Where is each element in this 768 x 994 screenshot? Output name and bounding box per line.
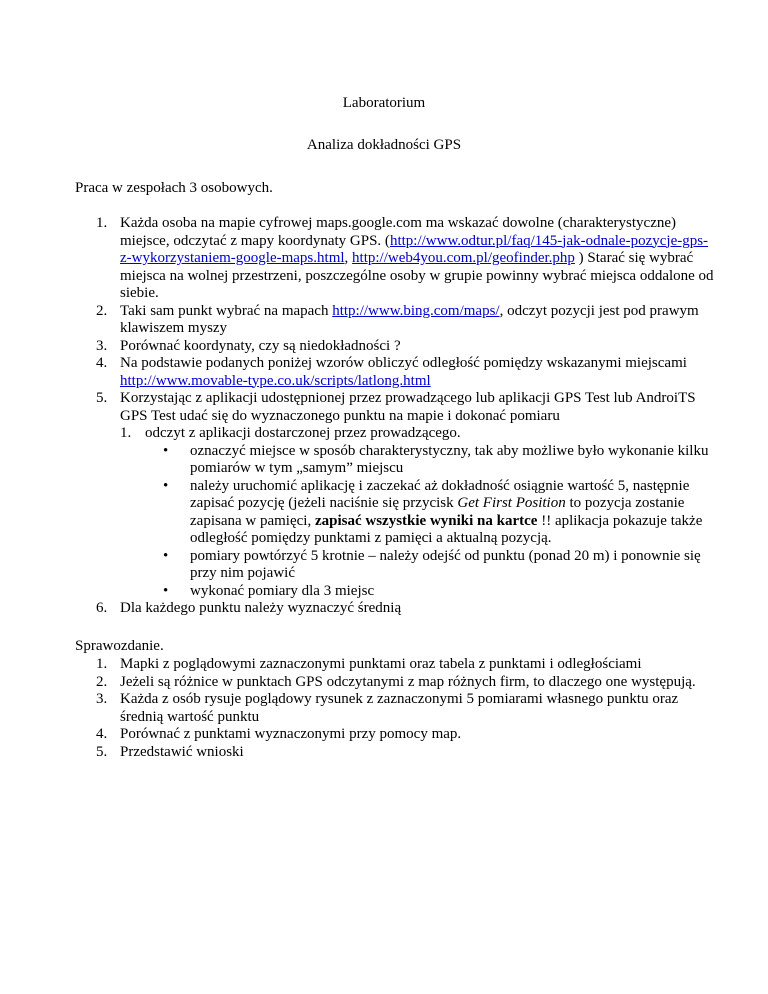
- task-text: Korzystając z aplikacji udostępnionej przez prowadzącego lub aplikacji GPS Test lub AndroiTS GPS Test udać się do wyznaczonego punktu na mapie i dokonać pomiaru: [120, 390, 696, 424]
- report-text: Mapki z poglądowymi zaznaczonymi punktami oraz tabela z punktami i odległościami: [120, 656, 642, 672]
- task-text: Na podstawie podanych poniżej wzorów obliczyć odległość pomiędzy wskazanymi miejscami: [120, 355, 687, 371]
- link-separator: ,: [344, 250, 353, 266]
- task-item-6: [75, 600, 715, 618]
- report-number: 3.: [96, 691, 108, 707]
- movable-type-link[interactable]: http://www.movable-type.co.uk/scripts/latlong.html: [120, 372, 431, 389]
- task-item-2: [75, 303, 715, 338]
- task-number: 2.: [96, 302, 108, 319]
- report-number: 4.: [96, 726, 108, 742]
- button-name-italic: Get First Position: [457, 495, 566, 511]
- report-text: Każda z osób rysuje poglądowy rysunek z zaznaczonymi 5 pomiarami własnego punktu oraz średnią wartość punktu: [120, 691, 679, 725]
- bullet-icon: •: [163, 547, 169, 564]
- task-item-1: [75, 215, 715, 303]
- task-text: Taki sam punkt wybrać na mapach: [120, 302, 333, 319]
- task-number: 3.: [96, 337, 108, 354]
- task-item-4: [75, 355, 715, 390]
- report-item: [75, 656, 715, 674]
- bullet-icon: •: [163, 442, 169, 459]
- bullet-text: wykonać pomiary dla 3 miejsc: [190, 582, 375, 599]
- report-item: [75, 726, 715, 744]
- bing-maps-link[interactable]: http://www.bing.com/maps/: [332, 302, 500, 319]
- bullet-text-continued: to pozycja zostanie zapisana w pamięci,: [190, 495, 685, 529]
- bullet-item: [145, 443, 715, 478]
- report-number: 5.: [96, 743, 108, 760]
- task-item-3: [75, 338, 715, 356]
- bullet-icon: •: [163, 477, 169, 494]
- task-text-continued: , odczyt pozycji jest pod prawym klawiszem myszy: [120, 302, 699, 336]
- report-list: [75, 656, 715, 761]
- document-subtitle: Analiza dokładności GPS: [306, 137, 462, 153]
- report-text: Przedstawić wnioski: [120, 743, 244, 760]
- odtur-link[interactable]: http://www.odtur.pl/faq/145-jak-odnale-pozycje-gps-z-wykorzystaniem-google-maps.html: [120, 232, 709, 266]
- report-text: Jeżeli są różnice w punktach GPS odczytanymi z map różnych firm, to dlaczego one występują.: [120, 673, 696, 690]
- task-number: 5.: [96, 390, 108, 406]
- subtask-item-1: [120, 425, 715, 600]
- task-text: Porównać koordynaty, czy są niedokładności ?: [120, 337, 401, 354]
- report-number: 2.: [96, 673, 108, 690]
- bullet-text-end: !! aplikacja pokazuje także odległość pomiędzy punktami z pamięci a aktualną pozycją.: [190, 512, 703, 546]
- intro-text: Praca w zespołach 3 osobowych.: [75, 180, 273, 196]
- subtask-text: odczyt z aplikacji dostarczonej przez prowadzącego.: [145, 425, 461, 441]
- report-item: [75, 674, 715, 692]
- report-item: [75, 744, 715, 762]
- bullet-item: [145, 548, 715, 583]
- bullet-item: [145, 583, 715, 601]
- bullet-text: pomiary powtórzyć 5 krotnie – należy odejść od punktu (ponad 20 m) i ponownie się przy nim pojawić: [190, 547, 701, 581]
- report-number: 1.: [96, 656, 108, 672]
- bullet-text: oznaczyć miejsce w sposób charakterystyczny, tak aby możliwe było wykonanie kilku pomiarów w tym „samym” miejscu: [190, 442, 709, 476]
- bold-instruction: zapisać wszystkie wyniki na kartce: [314, 512, 538, 529]
- task-text: Każda osoba na mapie cyfrowej maps.google.com ma wskazać dowolne (charakterystyczne) miejsce, odczytać z mapy koordynaty GPS. (: [120, 215, 677, 249]
- subtask-list: [120, 425, 715, 600]
- report-text: Porównać z punktami wyznaczonymi przy pomocy map.: [120, 726, 462, 742]
- task-text-continued: ) Starać się wybrać miejsca na wolnej przestrzeni, poszczególne osoby w grupie powinny wybrać miejsca oddalone od siebie.: [120, 250, 714, 301]
- report-item: [75, 691, 715, 726]
- report-heading: Sprawozdanie.: [75, 638, 164, 654]
- task-text: Dla każdego punktu należy wyznaczyć średnią: [120, 600, 402, 616]
- geofinder-link[interactable]: http://web4you.com.pl/geofinder.php: [352, 250, 575, 266]
- bullet-icon: •: [163, 582, 169, 599]
- task-number: 6.: [96, 600, 108, 616]
- bullet-list: [145, 443, 715, 601]
- document-title: Laboratorium: [342, 95, 426, 111]
- task-list: [75, 215, 715, 618]
- subtask-number: 1.: [120, 425, 132, 441]
- bullet-text: należy uruchomić aplikację i zaczekać aż dokładność osiągnie wartość 5, następnie zapisać pozycję (jeżeli naciśnie się przycisk: [190, 477, 690, 511]
- task-item-5: [75, 390, 715, 600]
- task-number: 1.: [96, 215, 108, 231]
- bullet-item: [145, 478, 715, 548]
- task-number: 4.: [96, 355, 108, 371]
